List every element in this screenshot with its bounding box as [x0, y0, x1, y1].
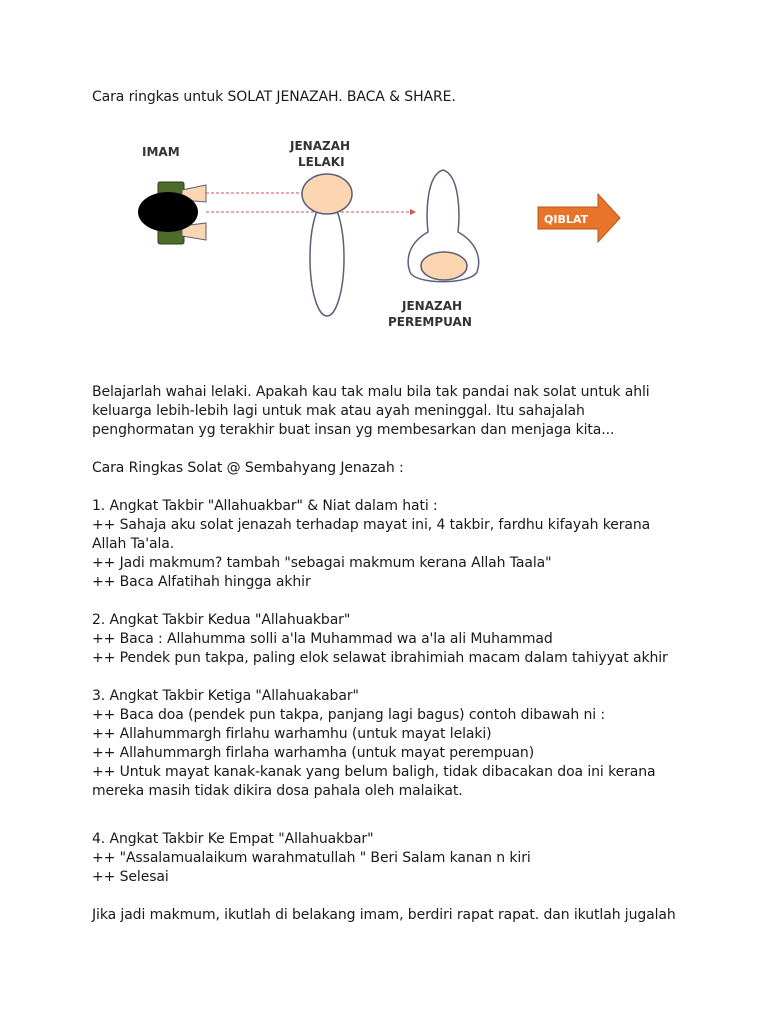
- section-heading: Cara Ringkas Solat @ Sembahyang Jenazah :: [92, 460, 404, 476]
- label-jenazah-perempuan-line2: PEREMPUAN: [388, 315, 472, 329]
- step1-line: Allah Ta'ala.: [92, 536, 175, 552]
- perempuan-head: [421, 252, 467, 280]
- step1-title: 1. Angkat Takbir "Allahuakbar" & Niat dalam hati :: [92, 498, 438, 514]
- intro-line-2: keluarga lebih-lebih lagi untuk mak atau ayah meninggal. Itu sahajalah: [92, 403, 585, 419]
- title-line: Cara ringkas untuk SOLAT JENAZAH. BACA & SHARE.: [92, 89, 456, 105]
- label-imam: IMAM: [142, 145, 180, 159]
- arrowhead-lower: [410, 209, 416, 215]
- step4-line: ++ Selesai: [92, 869, 169, 885]
- label-qiblat: QIBLAT: [544, 213, 588, 226]
- step3-line: ++ Untuk mayat kanak-kanak yang belum baligh, tidak dibacakan doa ini kerana: [92, 764, 656, 780]
- step2-line: ++ Pendek pun takpa, paling elok selawat ibrahimiah macam dalam tahiyyat akhir: [92, 650, 668, 666]
- intro-line-3: penghormatan yg terakhir buat insan yg membesarkan dan menjaga kita...: [92, 422, 615, 438]
- jenazah-perempuan-figure: [408, 170, 479, 282]
- step2-line: ++ Baca : Allahumma solli a'la Muhammad wa a'la ali Muhammad: [92, 631, 553, 647]
- step1-line: ++ Baca Alfatihah hingga akhir: [92, 574, 311, 590]
- step1-line: ++ Jadi makmum? tambah "sebagai makmum kerana Allah Taala": [92, 555, 552, 571]
- label-jenazah-lelaki-line1: JENAZAH: [290, 139, 351, 153]
- closing-line: Jika jadi makmum, ikutlah di belakang imam, berdiri rapat rapat. dan ikutlah jugalah: [92, 907, 676, 923]
- lelaki-head: [302, 174, 352, 214]
- label-jenazah-perempuan-line1: JENAZAH: [402, 299, 463, 313]
- step3-line: ++ Allahummargh firlahu warhamhu (untuk mayat lelaki): [92, 726, 492, 742]
- step2-title: 2. Angkat Takbir Kedua "Allahuakbar": [92, 612, 351, 628]
- step4-line: ++ "Assalamualaikum warahmatullah " Beri Salam kanan n kiri: [92, 850, 531, 866]
- imam-head: [138, 192, 198, 232]
- step1-line: ++ Sahaja aku solat jenazah terhadap mayat ini, 4 takbir, fardhu kifayah kerana: [92, 517, 651, 533]
- label-jenazah-lelaki-line2: LELAKI: [298, 155, 345, 169]
- intro-line-1: Belajarlah wahai lelaki. Apakah kau tak malu bila tak pandai nak solat untuk ahli: [92, 384, 650, 400]
- step3-line: mereka masih tidak dikira dosa pahala oleh malaikat.: [92, 783, 463, 799]
- step3-line: ++ Allahummargh firlaha warhamha (untuk mayat perempuan): [92, 745, 535, 761]
- jenazah-position-diagram: [120, 130, 660, 340]
- step4-title: 4. Angkat Takbir Ke Empat "Allahuakbar": [92, 831, 374, 847]
- step3-line: ++ Baca doa (pendek pun takpa, panjang lagi bagus) contoh dibawah ni :: [92, 707, 606, 723]
- imam-figure: [138, 182, 206, 244]
- step3-title: 3. Angkat Takbir Ketiga "Allahuakabar": [92, 688, 359, 704]
- lelaki-body: [310, 200, 344, 316]
- qiblat-arrow: [538, 194, 620, 242]
- jenazah-lelaki-figure: [302, 174, 352, 316]
